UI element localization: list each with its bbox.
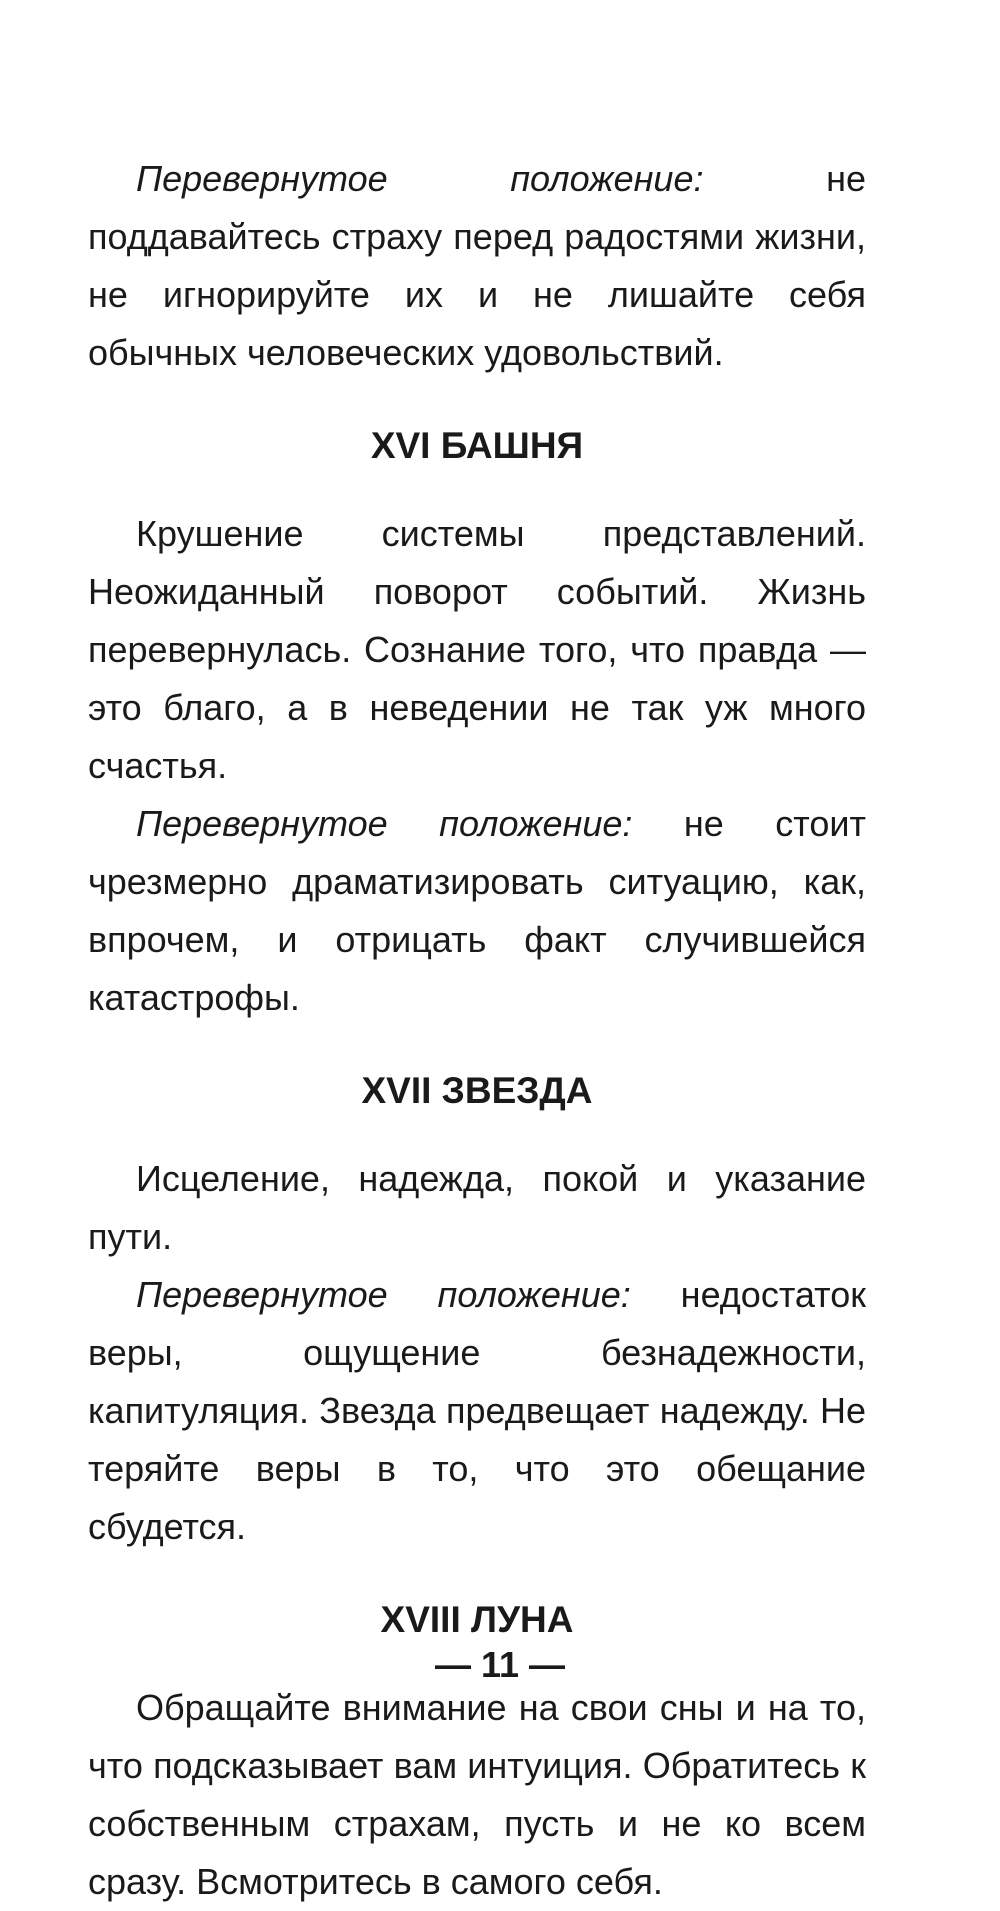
intro-reversed-paragraph bbox=[88, 150, 866, 382]
reversed-text: не стоит чрезмерно драматизировать ситуацию, как, впрочем, и отрицать факт случившейся катастрофы. bbox=[88, 803, 867, 1018]
section-title-tower: XVI БАШНЯ bbox=[370, 425, 584, 466]
tower-reversed-paragraph bbox=[88, 795, 866, 1027]
reversed-label: Перевернутое положение: bbox=[136, 158, 704, 199]
moon-paragraph: Обращайте внимание на свои сны и на то, что подсказывает вам интуиция. Обратитесь к собственным страхам, пусть и не ко всем сразу. Всмотритесь в самого себя. bbox=[88, 1687, 866, 1902]
section-title-moon: XVIII ЛУНА bbox=[380, 1599, 574, 1640]
page-number: — 11 — bbox=[434, 1644, 566, 1685]
tower-paragraph: Крушение системы представлений. Неожиданный поворот событий. Жизнь перевернулась. Сознание того, что правда — это благо, а в неведении не так уж много счастья. bbox=[88, 513, 866, 786]
reversed-label: Перевернутое положение: bbox=[136, 803, 633, 844]
star-paragraph: Исцеление, надежда, покой и указание пути. bbox=[88, 1158, 866, 1257]
reversed-text: не поддавайтесь страху перед радостями жизни, не игнорируйте их и не лишайте себя обычных человеческих удовольствий. bbox=[88, 158, 866, 373]
reversed-label: Перевернутое положение: bbox=[136, 1274, 631, 1315]
section-title-star: XVII ЗВЕЗДА bbox=[361, 1070, 593, 1111]
reversed-text: недостаток веры, ощущение безнадежности, капитуляция. Звезда предвещает надежду. Не теряйте веры в то, что это обещание сбудется. bbox=[88, 1274, 866, 1547]
star-reversed-paragraph bbox=[88, 1266, 866, 1556]
